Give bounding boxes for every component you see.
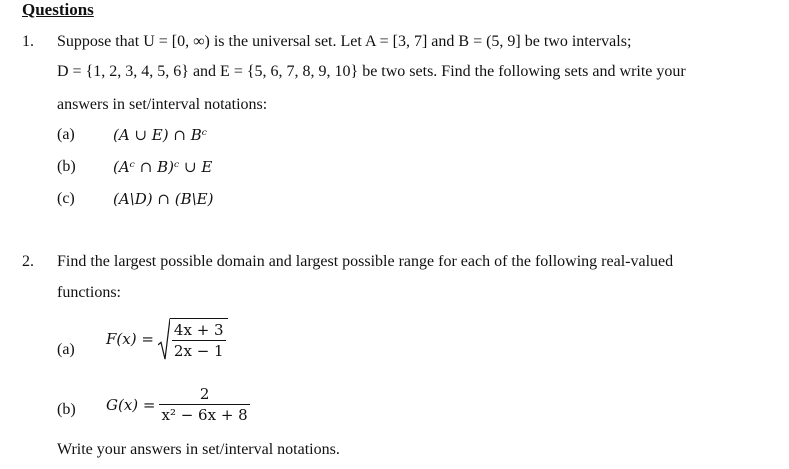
- question-1-line-3: answers in set/interval notations:: [57, 96, 268, 113]
- question-1-number: 1.: [22, 33, 34, 50]
- part-1a-label: (a): [57, 126, 75, 143]
- part-1c-expression: (A\D) ∩ (B\E): [113, 190, 214, 208]
- question-2-line-2: functions:: [57, 284, 121, 301]
- part-2a-label: (a): [57, 341, 75, 358]
- question-2-number: 2.: [22, 253, 34, 270]
- part-1a-expression: (A ∪ E) ∩ Bᶜ: [113, 126, 208, 144]
- part-1c-label: (c): [57, 190, 75, 207]
- function-g-equation: [106, 385, 250, 424]
- function-f-fraction: [172, 321, 226, 360]
- square-root: [158, 318, 228, 360]
- part-1b-label: (b): [57, 158, 76, 175]
- function-g-numerator: 2: [199, 385, 210, 403]
- page-title: Questions: [22, 0, 94, 19]
- function-f-lhs: F(x) =: [106, 330, 154, 348]
- question-1-line-2: D = {1, 2, 3, 4, 5, 6} and E = {5, 6, 7, 8, 9, 10} be two sets. Find the following sets and write your: [57, 63, 686, 80]
- question-2-line-1: Find the largest possible domain and largest possible range for each of the following real-valued: [57, 253, 674, 270]
- function-g-denominator: x² − 6x + 8: [161, 406, 248, 424]
- function-f-denominator: 2x − 1: [173, 342, 224, 360]
- question-1-line-1: Suppose that U = [0, ∞) is the universal set. Let A = [3, 7] and B = (5, 9] be two intervals;: [57, 33, 632, 50]
- closing-instruction: Write your answers in set/interval notations.: [57, 441, 340, 458]
- part-2b-label: (b): [57, 401, 76, 418]
- function-g-lhs: G(x) =: [106, 395, 156, 414]
- part-1b-expression: (Aᶜ ∩ B)ᶜ ∪ E: [113, 158, 213, 176]
- function-f-equation: [106, 318, 228, 360]
- radical-sign-icon: [158, 318, 170, 360]
- function-g-fraction: [159, 385, 249, 424]
- function-f-numerator: 4x + 3: [173, 321, 224, 339]
